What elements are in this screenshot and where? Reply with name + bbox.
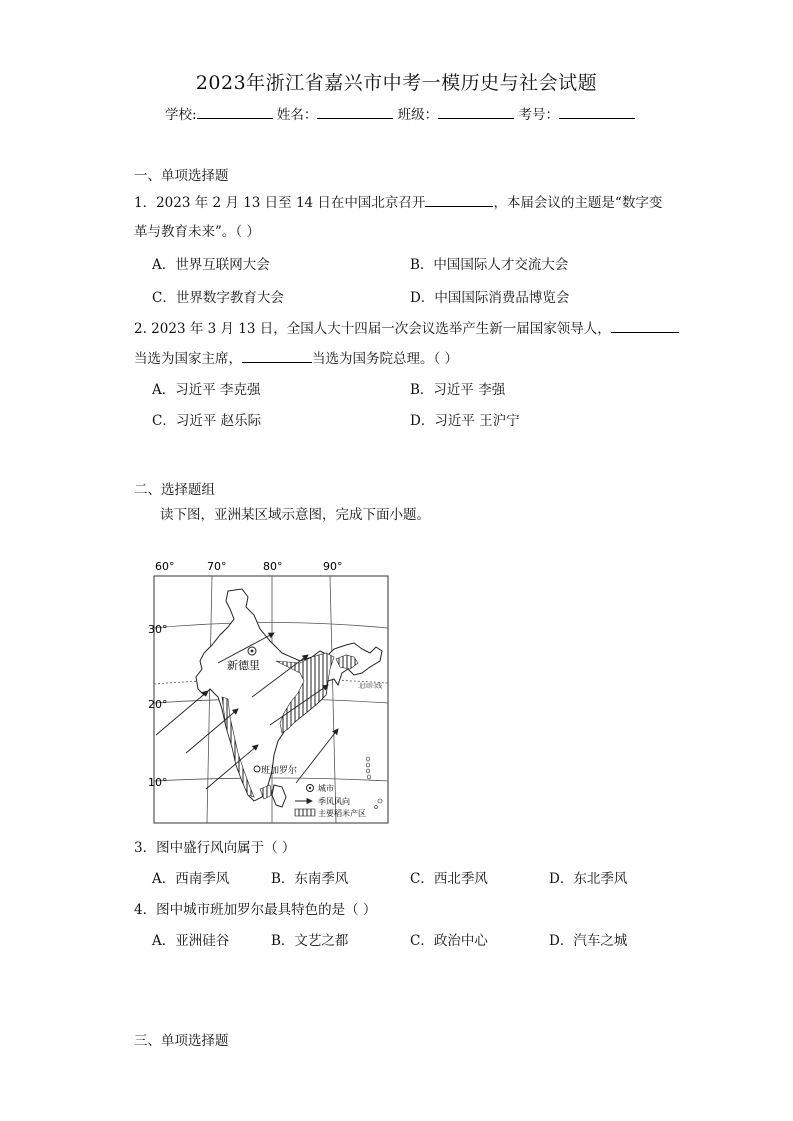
class-label: 班级： <box>397 107 439 123</box>
q1-option-a[interactable]: A．世界互联网大会 <box>152 257 270 273</box>
q2-text-b: 当选为国家主席， <box>134 351 242 367</box>
parallel-10 <box>154 778 388 781</box>
q2-blank-2[interactable] <box>242 350 312 363</box>
q2-option-d[interactable]: D．习近平 王沪宁 <box>410 413 520 429</box>
q4-option-c[interactable]: C．政治中心 <box>410 933 488 949</box>
exam-no-blank[interactable] <box>559 106 635 119</box>
school-label: 学校: <box>165 107 197 123</box>
name-label: 姓名： <box>276 107 318 123</box>
class-blank[interactable] <box>438 106 514 119</box>
bangalore-marker <box>254 766 260 772</box>
q3-option-c[interactable]: C．西北季风 <box>410 871 488 887</box>
maldives-islands <box>367 757 383 809</box>
lat-label-30: 30° <box>148 623 168 636</box>
lon-label-70: 70° <box>207 560 227 573</box>
q4-option-b[interactable]: B．文艺之都 <box>271 933 349 949</box>
lon-label-90: 90° <box>323 560 343 573</box>
question-3-stem: 3．图中盛行风向属于（ ） <box>134 840 296 856</box>
question-2-line-1 <box>134 317 679 337</box>
tropic-label: 北回归线 <box>358 683 383 690</box>
parallel-30 <box>154 623 388 629</box>
asia-region-map <box>150 557 395 827</box>
question-1-line-1 <box>134 191 662 211</box>
delhi-label: 新德里 <box>227 659 260 672</box>
q3-option-b[interactable]: B．东南季风 <box>271 871 349 887</box>
monsoon-arrow-7 <box>296 729 338 783</box>
legend-city: 城市 <box>318 784 334 793</box>
legend-monsoon: 季风风向 <box>318 797 350 806</box>
q1-answer-blank[interactable] <box>425 194 493 207</box>
q4-option-d[interactable]: D．汽车之城 <box>549 933 628 949</box>
q2-text-a: 2. 2023 年 3 月 13 日，全国人大十四届一次会议选举产生新一届国家领导人， <box>134 321 611 337</box>
q4-option-a[interactable]: A．亚洲硅谷 <box>152 933 230 949</box>
question-1-line-2: 革与教育未来”。（ ） <box>134 224 260 240</box>
q2-option-c[interactable]: C．习近平 赵乐际 <box>152 413 262 429</box>
name-blank[interactable] <box>317 106 393 119</box>
q2-option-b[interactable]: B．习近平 李强 <box>410 382 506 398</box>
section-2-heading: 二、选择题组 <box>134 482 215 498</box>
q1-text-a: 1．2023 年 2 月 13 日至 14 日在中国北京召开 <box>134 195 426 211</box>
map-legend <box>295 783 366 818</box>
school-blank[interactable] <box>197 106 273 119</box>
lon-label-60: 60° <box>155 560 175 573</box>
q1-option-d[interactable]: D．中国国际消费品博览会 <box>410 290 570 306</box>
section-2-intro: 读下图，亚洲某区域示意图，完成下面小题。 <box>160 507 430 523</box>
student-info-line <box>165 103 635 123</box>
lat-label-20: 20° <box>148 698 168 711</box>
section-3-heading: 三、单项选择题 <box>134 1033 229 1049</box>
exam-no-label: 考号： <box>518 107 559 123</box>
q3-option-d[interactable]: D．东北季风 <box>549 871 628 887</box>
legend-rice: 主要稻米产区 <box>318 809 366 818</box>
question-2-line-2 <box>134 347 458 367</box>
q3-option-a[interactable]: A．西南季风 <box>152 871 230 887</box>
section-1-heading: 一、单项选择题 <box>134 168 229 184</box>
q2-blank-1[interactable] <box>611 320 679 333</box>
q2-text-c: 当选为国务院总理。（ ） <box>312 351 459 367</box>
q1-option-b[interactable]: B．中国国际人才交流大会 <box>410 257 569 273</box>
question-4-stem: 4．图中城市班加罗尔最具特色的是（ ） <box>134 902 377 918</box>
q1-option-c[interactable]: C．世界数字教育大会 <box>152 290 284 306</box>
page-title: 2023年浙江省嘉兴市中考一模历史与社会试题 <box>195 72 598 94</box>
sri-lanka-outline <box>272 785 286 807</box>
lat-label-10: 10° <box>148 776 168 789</box>
bangalore-label: 班加罗尔 <box>261 766 298 776</box>
lon-label-80: 80° <box>263 560 283 573</box>
q1-text-b: ，本届会议的主题是“数字变 <box>493 195 663 211</box>
q2-option-a[interactable]: A．习近平 李克强 <box>152 382 261 398</box>
